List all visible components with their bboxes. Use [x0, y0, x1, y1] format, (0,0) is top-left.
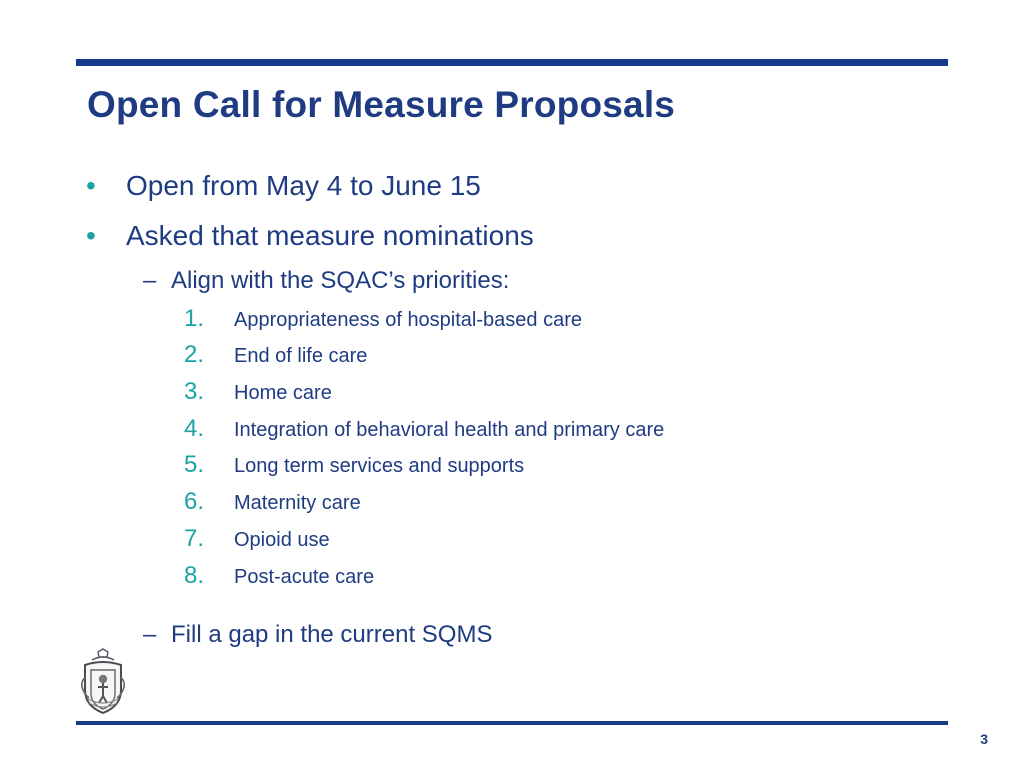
priority-number: 7. [184, 525, 205, 552]
priority-number: 2. [184, 341, 205, 368]
bullet-marker: • [86, 170, 96, 201]
sub-bullet-marker: – [143, 267, 157, 294]
sub-bullet-text: Align with the SQAC’s priorities: [171, 267, 510, 294]
bullet-nominations [86, 220, 534, 252]
priority-item [184, 378, 332, 406]
priority-number: 4. [184, 415, 205, 442]
priority-item [184, 451, 524, 479]
priority-number: 3. [184, 378, 205, 405]
priority-item [184, 525, 330, 553]
priority-text: Post-acute care [234, 566, 375, 588]
sub-bullet-priorities [143, 267, 509, 295]
priority-item [184, 415, 664, 443]
priority-text: Long term services and supports [234, 455, 525, 477]
sub-bullet-text: Fill a gap in the current SQMS [171, 621, 493, 648]
priority-text: Appropriateness of hospital-based care [234, 309, 582, 331]
priority-text: End of life care [234, 345, 368, 367]
priority-text: Opioid use [234, 529, 330, 551]
priority-number: 8. [184, 562, 205, 589]
priority-item [184, 341, 367, 369]
slide-title: Open Call for Measure Proposals [87, 84, 676, 125]
priority-text: Home care [234, 382, 332, 404]
sub-bullet-gap [143, 621, 492, 649]
bullet-open-dates [86, 170, 481, 202]
bullet-text: Asked that measure nominations [126, 220, 534, 251]
page-number: 3 [980, 731, 988, 747]
priority-item [184, 562, 374, 590]
priority-number: 6. [184, 488, 205, 515]
priority-number: 5. [184, 451, 205, 478]
bullet-marker: • [86, 220, 96, 251]
bottom-divider [76, 721, 948, 725]
bullet-text: Open from May 4 to June 15 [126, 170, 481, 201]
priority-text: Integration of behavioral health and primary care [234, 419, 665, 441]
priority-item [184, 488, 361, 516]
priority-text: Maternity care [234, 492, 361, 514]
priority-item [184, 305, 582, 333]
priority-number: 1. [184, 305, 205, 332]
sub-bullet-marker: – [143, 621, 157, 648]
state-seal-icon [74, 648, 132, 716]
